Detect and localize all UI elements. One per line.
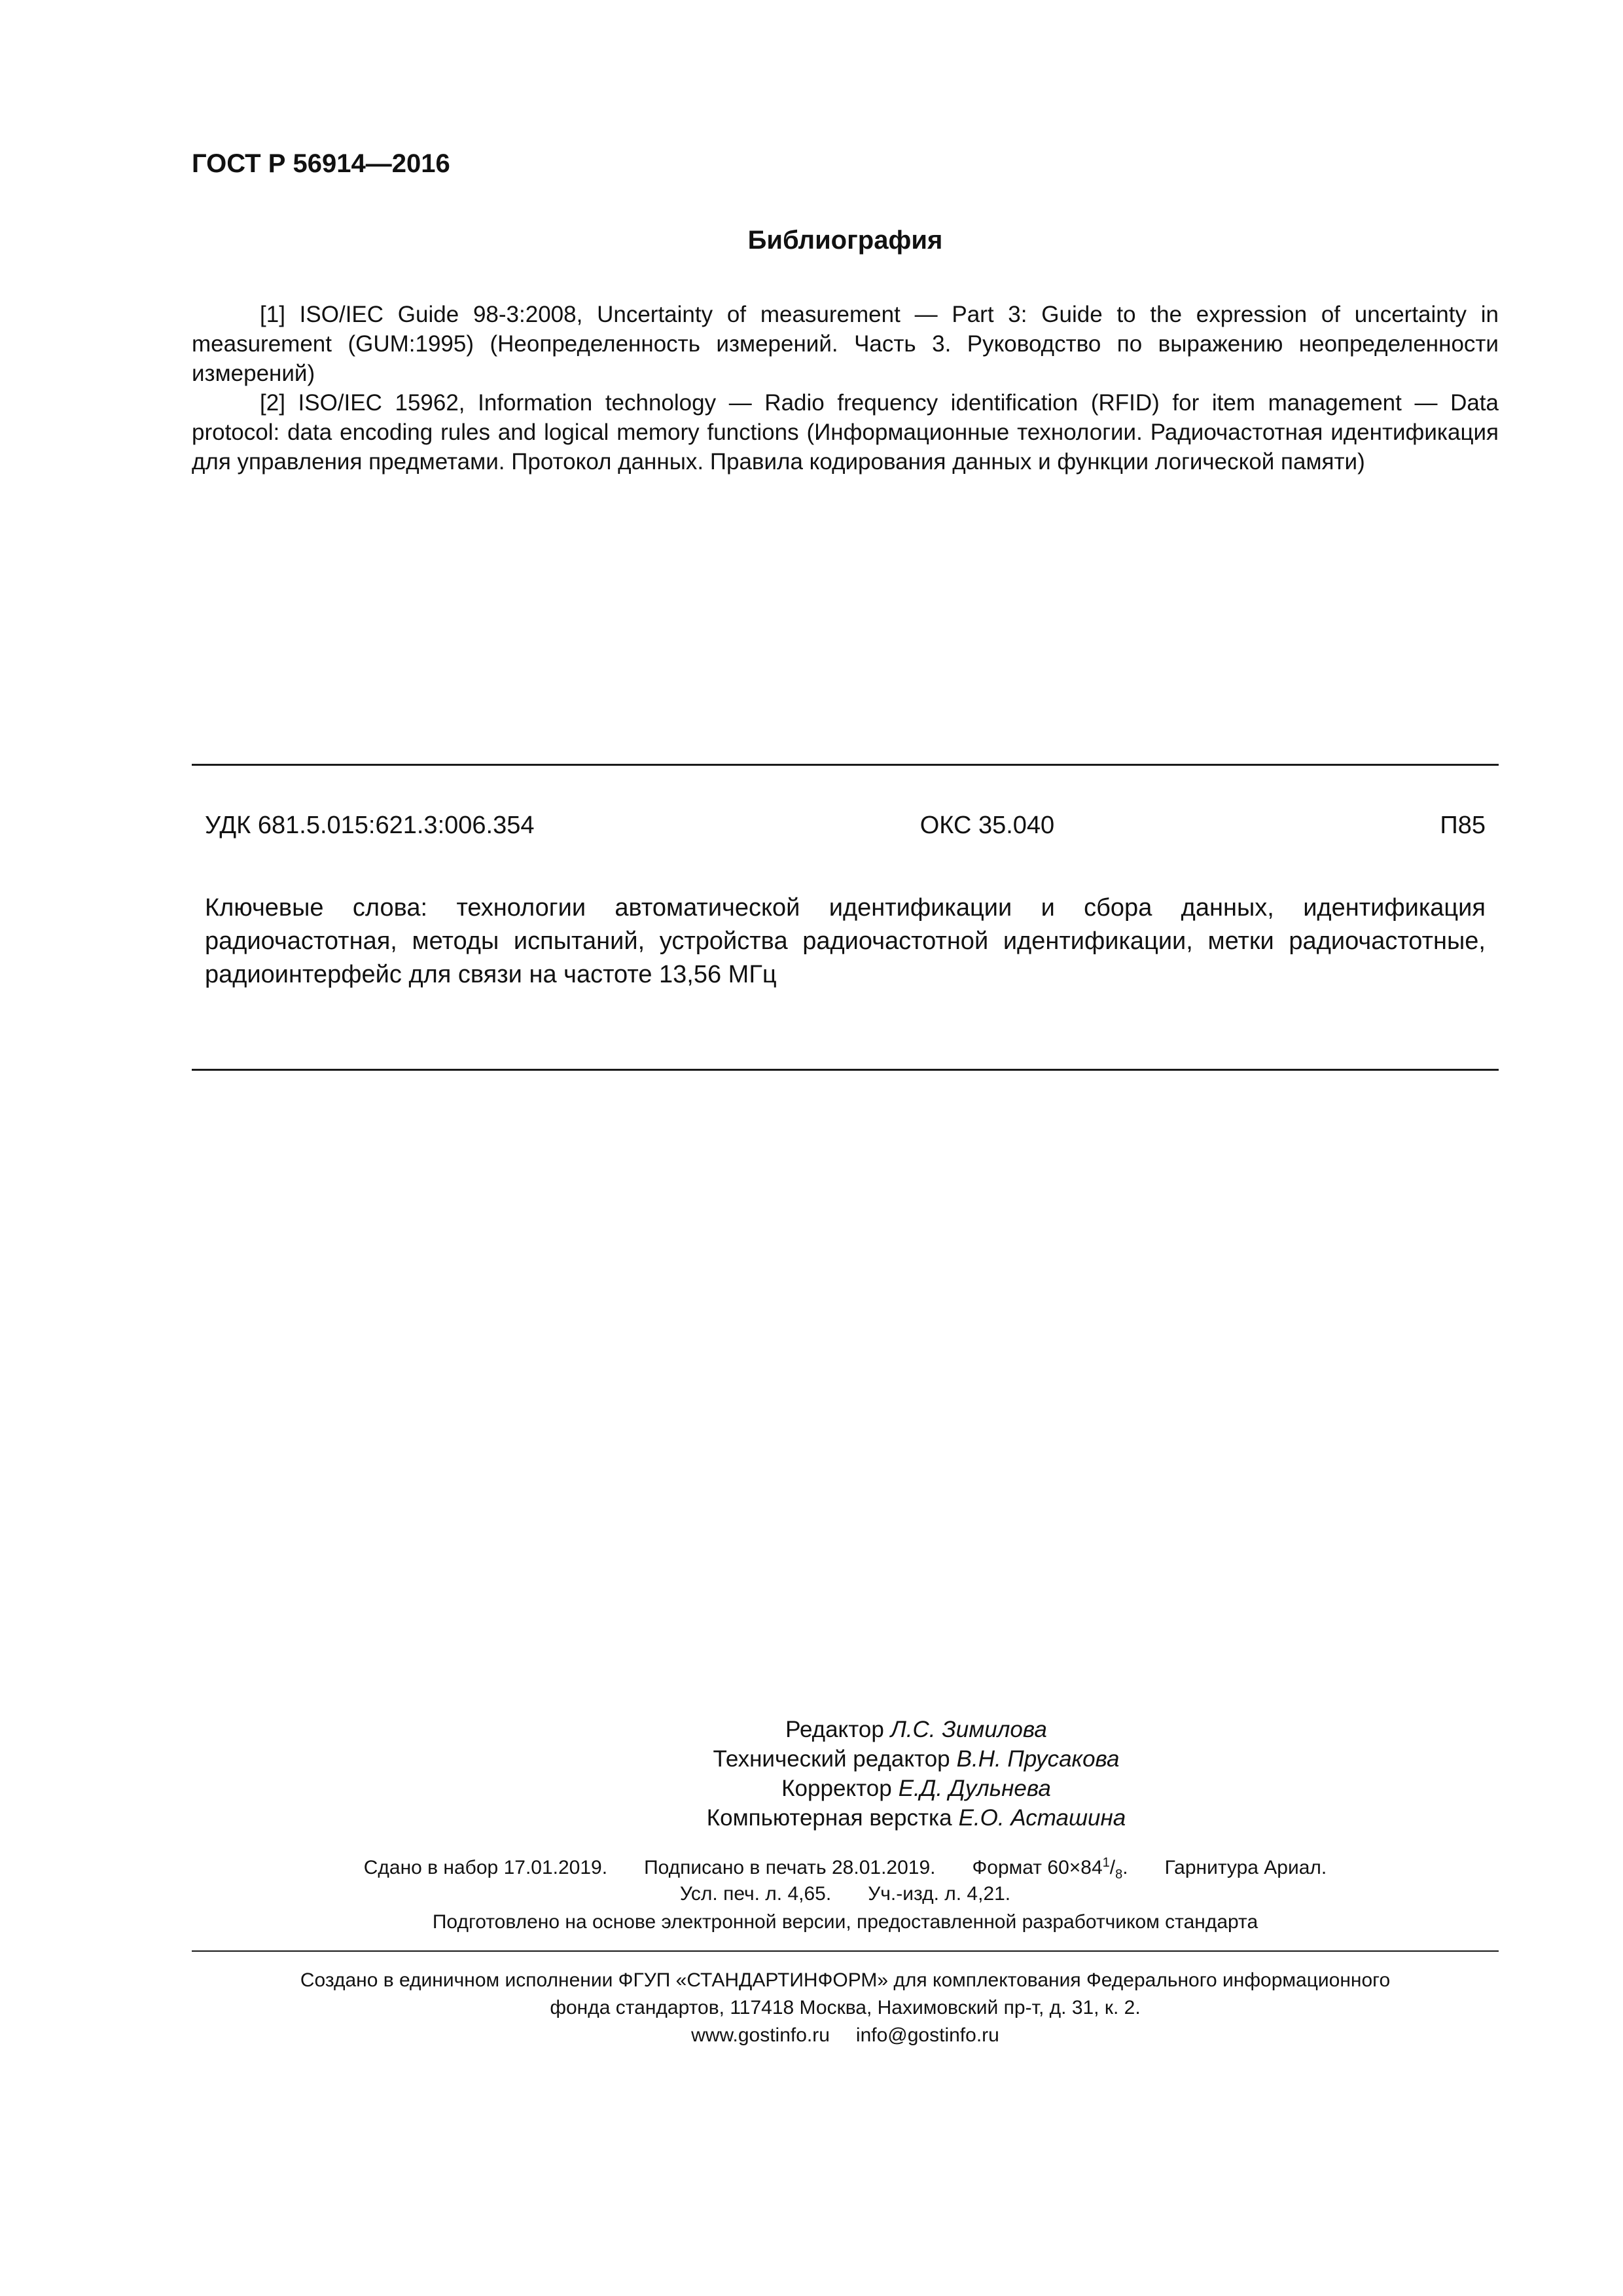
paper-format: Формат $60\times 84^1/_8$.: [972, 1856, 1128, 1882]
bibliography-list: [192, 300, 1499, 476]
corrector-role: Корректор: [781, 1776, 892, 1801]
tech-editor-name: В.Н. Прусакова: [956, 1746, 1120, 1772]
editors-block: [589, 1715, 1243, 1833]
classification-code: П85: [1440, 812, 1486, 839]
bibliography-item-1: [1] ISO/IEC Guide 98-3:2008, Uncertainty of measurement — Part 3: Guide to the expression of uncertainty in measurement (GUM:1995) (Неопределенность измерений. Часть 3. Руководство по выражению неопределенности измерений): [192, 302, 1499, 386]
editor-role: Редактор: [785, 1717, 884, 1742]
bibliography-title: Библиография: [747, 226, 943, 255]
tech-editor-role: Технический редактор: [713, 1746, 950, 1772]
print-info-line-2: [192, 1883, 1499, 1905]
divider-top: [192, 764, 1499, 766]
layout-line: [589, 1803, 1243, 1833]
signed-date: Подписано в печать 28.01.2019.: [644, 1857, 936, 1878]
layout-name: Е.О. Асташина: [958, 1805, 1126, 1831]
oks-code: ОКС 35.040: [919, 812, 1055, 839]
print-info-line-1: [192, 1856, 1499, 1882]
editor-name: Л.С. Зимилова: [890, 1717, 1047, 1742]
footer-divider: [192, 1950, 1499, 1952]
classification-row: [205, 812, 1486, 840]
prepared-note: Подготовлено на основе электронной версии, предоставленной разработчиком стандарта: [432, 1911, 1258, 1933]
bibliography-item-2: [2] ISO/IEC 15962, Information technology — Radio frequency identification (RFID) for item management — Data protocol: data encoding rules and logical memory functions (Информационные технологии. Радиочастотная идентификация для управления предметами. Протокол данных. Правила кодирования данных и функции логической памяти): [192, 390, 1499, 475]
corrector-line: [589, 1774, 1243, 1803]
udk-code: УДК 681.5.015:621.3:006.354: [205, 812, 535, 839]
tech-editor-line: [589, 1744, 1243, 1774]
editor-line: [589, 1715, 1243, 1744]
submitted-date: Сдано в набор 17.01.2019.: [363, 1857, 608, 1878]
print-sheets: Усл. печ. л. 4,65.: [679, 1883, 832, 1905]
email-link[interactable]: info@gostinfo.ru: [855, 2024, 999, 2046]
keywords: Ключевые слова: технологии автоматической идентификации и сбора данных, идентификация радиочастотная, методы испытаний, устройства радиочастотной идентификации, метки радиочастотные, радиоинтерфейс для связи на частоте 13,56 МГц: [205, 894, 1486, 988]
divider-bottom: [192, 1069, 1499, 1071]
typeface: Гарнитура Ариал.: [1164, 1857, 1327, 1878]
footer-line-2: фонда стандартов, 117418 Москва, Нахимовский пр-т, д. 31, к. 2.: [550, 1997, 1141, 2018]
footer-links: [192, 2022, 1499, 2049]
publishing-sheets: Уч.-изд. л. 4,21.: [868, 1883, 1011, 1905]
layout-role: Компьютерная верстка: [706, 1805, 952, 1831]
website-link[interactable]: www.gostinfo.ru: [691, 2024, 830, 2046]
document-code: ГОСТ Р 56914—2016: [192, 149, 450, 178]
footer: [192, 1967, 1499, 2049]
corrector-name: Е.Д. Дульнева: [898, 1776, 1051, 1801]
footer-line-1: Создано в единичном исполнении ФГУП «СТАНДАРТИНФОРМ» для комплектования Федерального информационного: [300, 1969, 1391, 1991]
